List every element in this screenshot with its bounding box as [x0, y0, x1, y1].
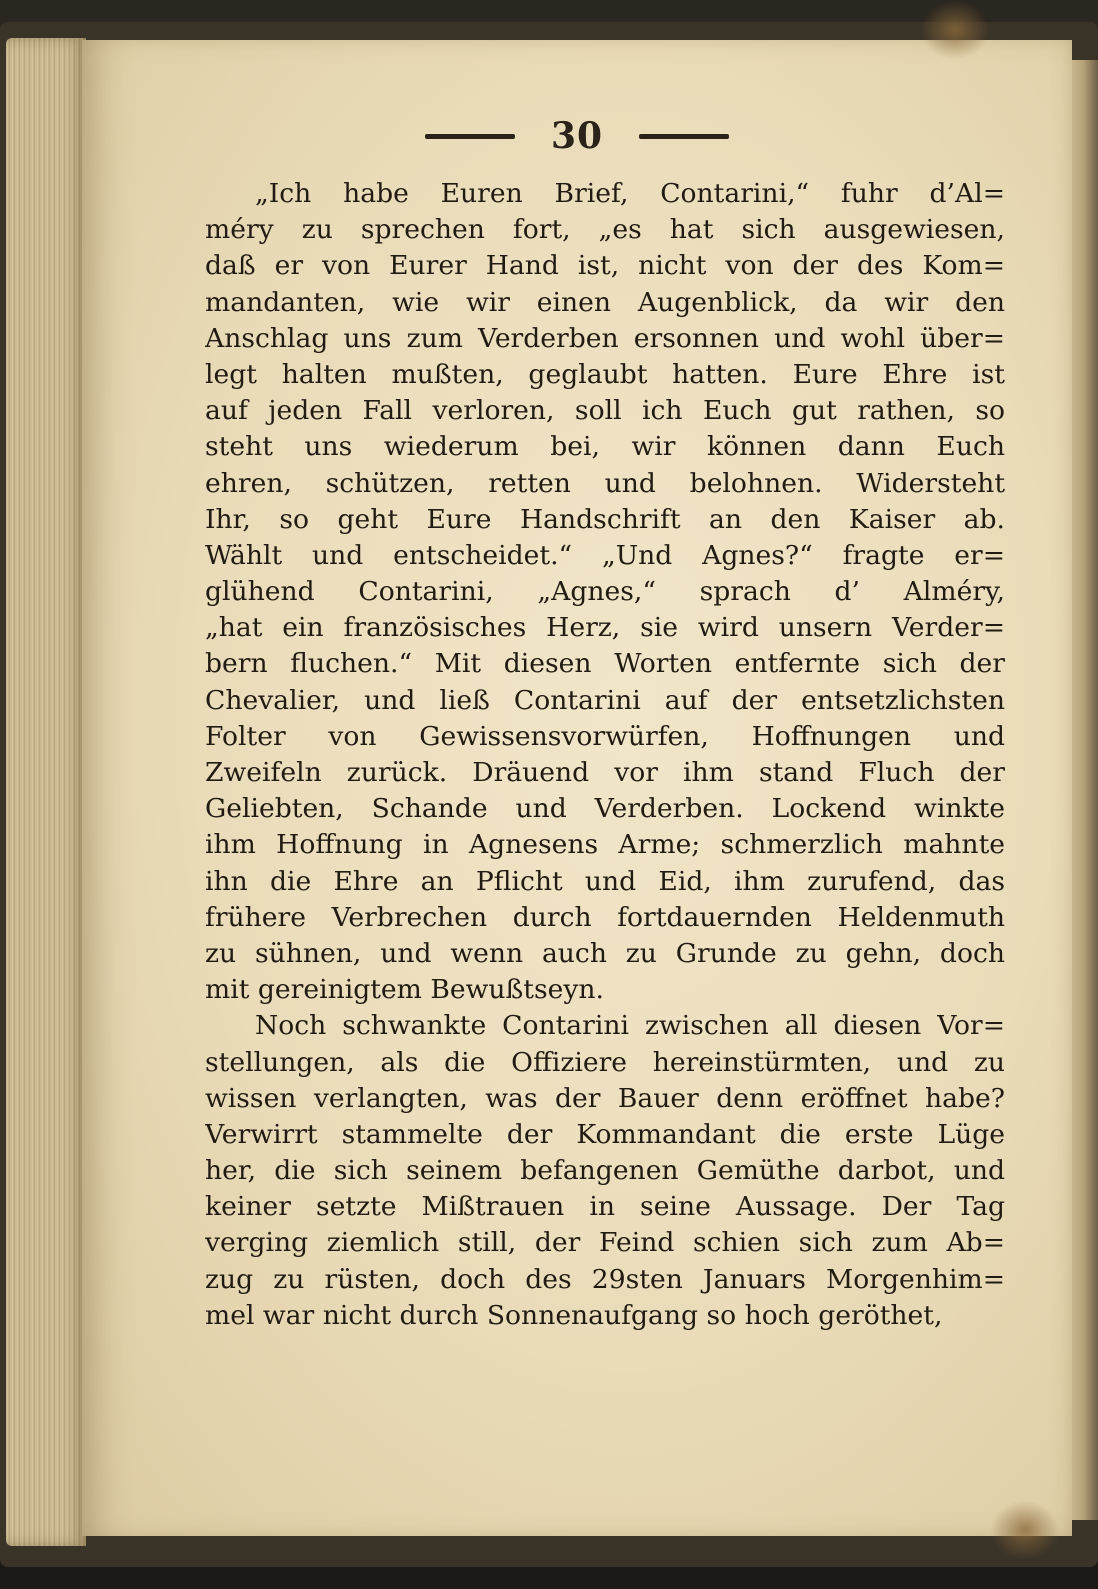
text-line: stellungen, als die Offiziere hereinstürmten, und zu [205, 1046, 1005, 1078]
text-line: daß er von Eurer Hand ist, nicht von der des Kom= [205, 250, 1005, 282]
text-line: zug zu rüsten, doch des 29sten Januars Morgenhim= [205, 1263, 1005, 1295]
text-line: mandanten, wie wir einen Augenblick, da wir den [205, 286, 1005, 318]
text-line: méry zu sprechen fort, „es hat sich ausgewiesen, [205, 214, 1005, 246]
page-number: 30 [550, 115, 604, 157]
text-line: legt halten mußten, geglaubt hatten. Eure Ehre ist [205, 358, 1005, 390]
text-line: keiner setzte Mißtrauen in seine Aussage. Der Tag [205, 1191, 1005, 1223]
text-line: Zweifeln zurück. Dräuend vor ihm stand Fluch der [205, 757, 1005, 788]
text-line: Anschlag uns zum Verderben ersonnen und wohl über= [205, 322, 1005, 354]
text-line: auf jeden Fall verloren, soll ich Euch gut rathen, so [205, 395, 1005, 427]
text-line: Chevalier, und ließ Contarini auf der entsetzlichsten [205, 684, 1005, 716]
text-line: ihn die Ehre an Pflicht und Eid, ihm zurufend, das [205, 865, 1005, 897]
body-text [205, 176, 1005, 1334]
text-line: glühend Contarini, „Agnes,“ sprach d’ Alméry, [205, 576, 1005, 608]
corner-wear-bottom [990, 1500, 1060, 1560]
text-line: frühere Verbrechen durch fortdauernden Heldenmuth [205, 901, 1005, 933]
text-line: Geliebten, Schande und Verderben. Lockend winkte [205, 793, 1005, 825]
text-line: bern fluchen.“ Mit diesen Worten entfernte sich der [205, 648, 1005, 680]
text-line: „Ich habe Euren Brief, Contarini,“ fuhr d’Al= [255, 178, 1005, 209]
text-line: Verwirrt stammelte der Kommandant die erste Lüge [205, 1118, 1005, 1150]
text-line: ehren, schützen, retten und belohnen. Widersteht [205, 467, 1005, 499]
text-line: Folter von Gewissensvorwürfen, Hoffnungen und [205, 720, 1005, 752]
page-fore-edge [6, 38, 86, 1546]
text-line: her, die sich seinem befangenen Gemüthe darbot, und [205, 1155, 1005, 1187]
header-rule-right [639, 134, 729, 139]
corner-wear [920, 0, 990, 60]
text-line: „hat ein französisches Herz, sie wird unsern Verder= [205, 612, 1005, 644]
text-line: verging ziemlich still, der Feind schien sich zum Ab= [205, 1227, 1005, 1259]
text-line: Noch schwankte Contarini zwischen all diesen Vor= [255, 1010, 1005, 1042]
text-line: Wählt und entscheidet.“ „Und Agnes?“ fragte er= [205, 539, 1005, 571]
text-line: zu sühnen, und wenn auch zu Grunde zu gehn, doch [205, 937, 1005, 969]
text-line: ihm Hoffnung in Agnesens Arme; schmerzlich mahnte [205, 829, 1005, 861]
text-line: mit gereinigtem Bewußtseyn. [205, 974, 604, 1006]
paragraph [205, 1008, 1005, 1334]
text-line: Ihr, so geht Eure Handschrift an den Kaiser ab. [205, 503, 1005, 535]
text-line: steht uns wiederum bei, wir können dann Euch [205, 431, 1005, 463]
paragraph [205, 176, 1005, 1008]
text-line: mel war nicht durch Sonnenaufgang so hoch geröthet, [205, 1299, 943, 1331]
header-rule-left [425, 134, 515, 139]
page-header [82, 112, 1072, 160]
text-line: wissen verlangten, was der Bauer denn eröffnet habe? [205, 1082, 1005, 1114]
